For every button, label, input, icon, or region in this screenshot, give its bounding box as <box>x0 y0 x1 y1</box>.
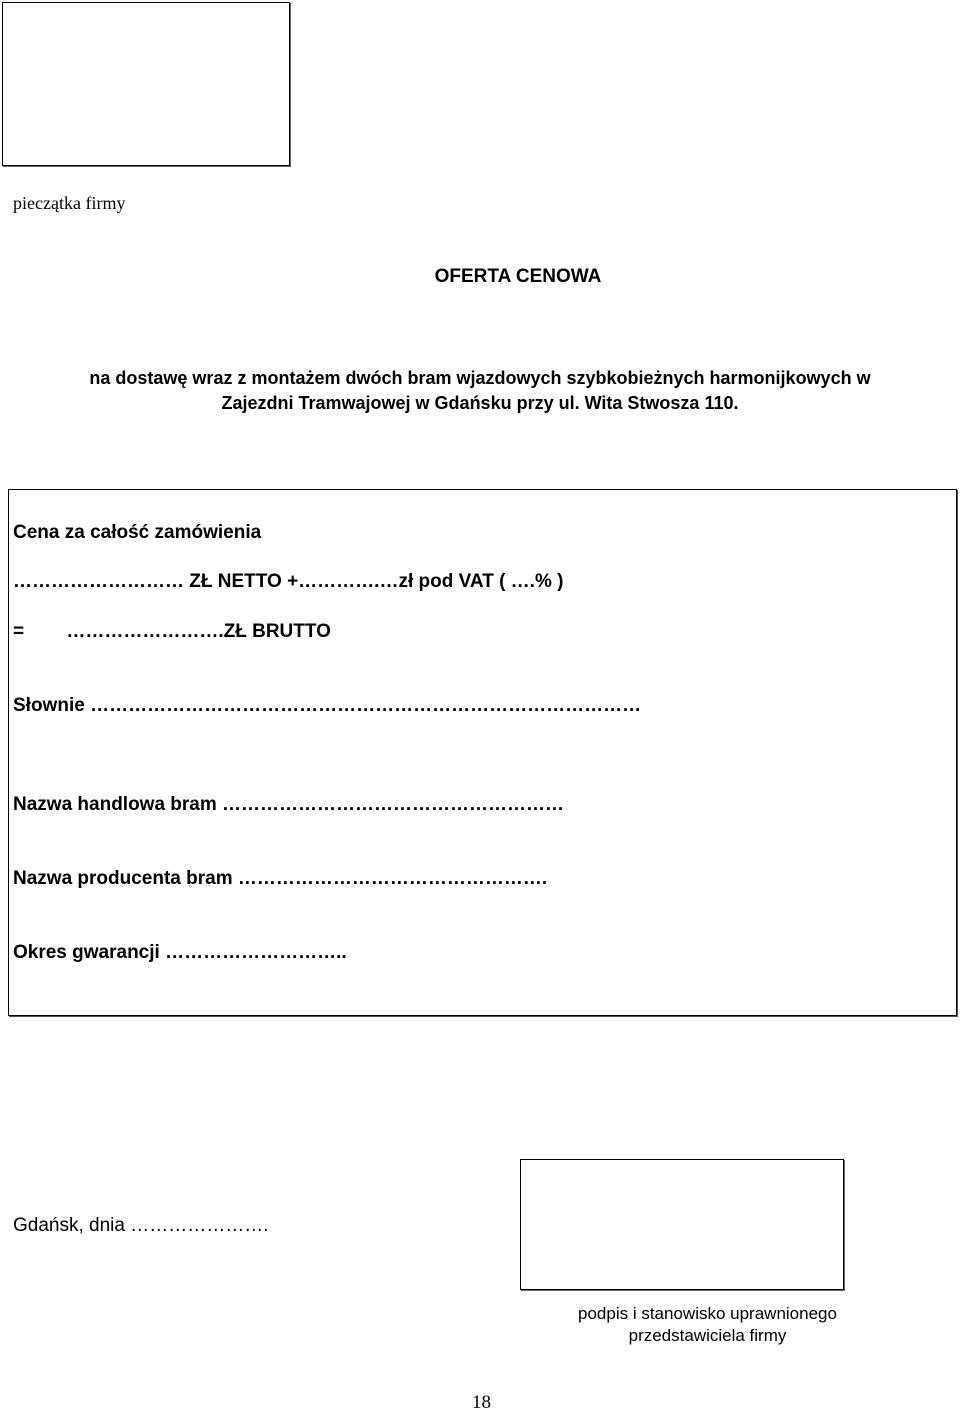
signature-caption-line-2: przedstawiciela firmy <box>628 1326 787 1345</box>
signature-box <box>520 1159 844 1290</box>
signature-caption <box>520 1303 895 1347</box>
page-number: 18 <box>472 1392 491 1413</box>
trade-name-line: Nazwa handlowa bram ……………………………………………… <box>13 794 565 815</box>
amount-in-words-line: Słownie …………………………………………………………………………… <box>13 695 642 716</box>
producer-name-line: Nazwa producenta bram …………………………………………. <box>13 868 548 889</box>
company-stamp-label: pieczątka firmy <box>13 193 126 213</box>
company-stamp-box <box>2 2 290 166</box>
warranty-period-line: Okres gwarancji ……………………….. <box>13 942 347 963</box>
offer-subject: na dostawę wraz z montażem dwóch bram wjazdowych szybkobieżnych harmonijkowych w Zajezdni Tramwajowej w Gdańsku przy ul. Wita Stwosza 110. <box>89 368 871 413</box>
price-heading: Cena za całość zamówienia <box>13 522 262 543</box>
place-date-line: Gdańsk, dnia …………………. <box>13 1215 269 1236</box>
document-title: OFERTA CENOWA <box>434 266 602 287</box>
net-price-line: ……………………… ZŁ NETTO +………….…zł pod VAT ( ….% ) <box>13 571 564 592</box>
price-form-box <box>8 489 957 1016</box>
gross-price-line: = …………………….ZŁ BRUTTO <box>13 621 331 642</box>
signature-caption-line-1: podpis i stanowisko uprawnionego <box>578 1304 837 1323</box>
